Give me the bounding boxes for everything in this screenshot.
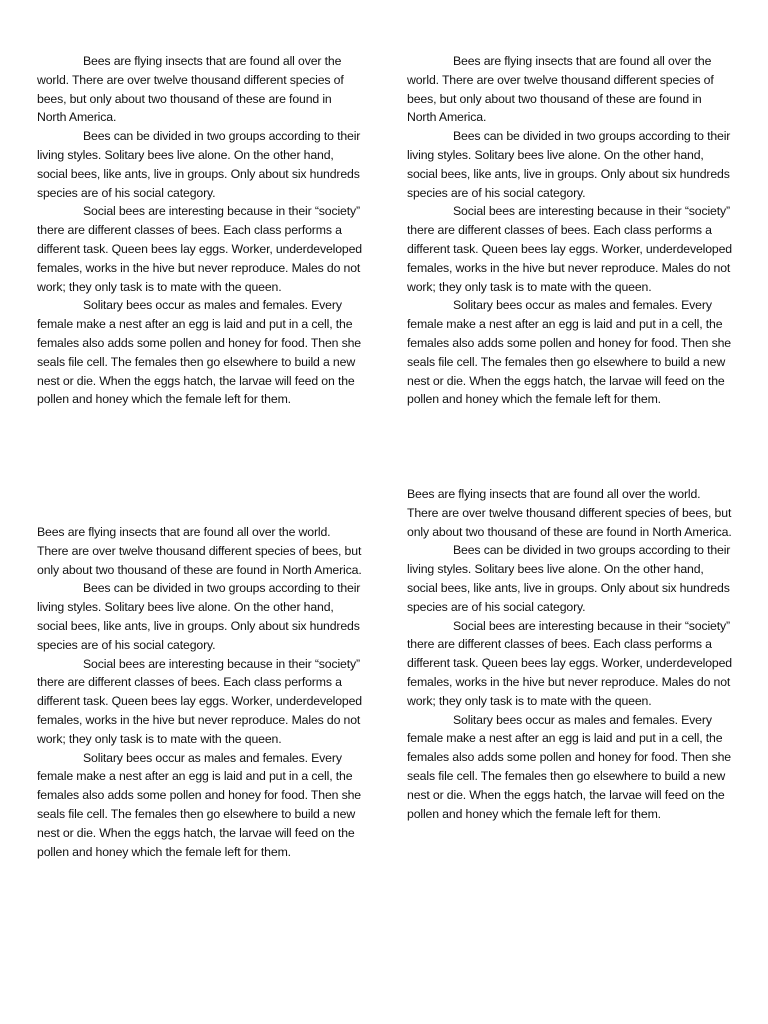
- paragraph-groups: Bees can be divided in two groups according to their living styles. Solitary bees live alone. On the other hand, social bees, like ants, live in groups. Only about six hundreds species are of his social category.: [37, 581, 361, 652]
- paragraph-solitary-bees: Solitary bees occur as males and females. Every female make a nest after an egg is laid and put in a cell, the females also adds some pollen and honey for food. Then she seals file cell. The females then go elsewhere to build a new nest or die. When the eggs hatch, the larvae will feed on the pollen and honey which the female left for them.: [37, 750, 361, 859]
- paragraph-intro: Bees are flying insects that are found all over the world. There are over twelve thousand different species of bees, but only about two thousand of these are found in North America.: [407, 487, 732, 539]
- paragraph-intro: Bees are flying insects that are found all over the world. There are over twelve thousand different species of bees, but only about two thousand of these are found in North America.: [37, 54, 344, 125]
- paragraph-solitary-bees: Solitary bees occur as males and females. Every female make a nest after an egg is laid and put in a cell, the females also adds some pollen and honey for food. Then she seals file cell. The females then go elsewhere to build a new nest or die. When the eggs hatch, the larvae will feed on the pollen and honey which the female left for them.: [407, 298, 731, 407]
- paragraph-social-bees: Social bees are interesting because in their “society” there are different classes of bees. Each class performs a different task. Queen bees lay eggs. Worker, underdeveloped females, works in the hive but never reproduce. Males do not work; they only task is to mate with the queen.: [37, 656, 362, 746]
- paragraph-groups: Bees can be divided in two groups according to their living styles. Solitary bees live alone. On the other hand, social bees, like ants, live in groups. Only about six hundreds species are of his social category.: [37, 129, 361, 200]
- paragraph-intro: Bees are flying insects that are found all over the world. There are over twelve thousand different species of bees, but only about two thousand of these are found in North America.: [37, 525, 362, 577]
- paragraph-intro: Bees are flying insects that are found all over the world. There are over twelve thousand different species of bees, but only about two thousand of these are found in North America.: [407, 54, 714, 125]
- paragraph-social-bees: Social bees are interesting because in their “society” there are different classes of bees. Each class performs a different task. Queen bees lay eggs. Worker, underdeveloped females, works in the hive but never reproduce. Males do not work; they only task is to mate with the queen.: [37, 204, 362, 294]
- paragraph-social-bees: Social bees are interesting because in their “society” there are different classes of bees. Each class performs a different task. Queen bees lay eggs. Worker, underdeveloped females, works in the hive but never reproduce. Males do not work; they only task is to mate with the queen.: [407, 204, 732, 294]
- paragraph-groups: Bees can be divided in two groups according to their living styles. Solitary bees live alone. On the other hand, social bees, like ants, live in groups. Only about six hundreds species are of his social category.: [407, 543, 731, 614]
- paragraph-solitary-bees: Solitary bees occur as males and females. Every female make a nest after an egg is laid and put in a cell, the females also adds some pollen and honey for food. Then she seals file cell. The females then go elsewhere to build a new nest or die. When the eggs hatch, the larvae will feed on the pollen and honey which the female left for them.: [407, 712, 731, 821]
- text-block-top-left: [37, 52, 363, 409]
- paragraph-solitary-bees: Solitary bees occur as males and females. Every female make a nest after an egg is laid and put in a cell, the females also adds some pollen and honey for food. Then she seals file cell. The females then go elsewhere to build a new nest or die. When the eggs hatch, the larvae will feed on the pollen and honey which the female left for them.: [37, 298, 361, 407]
- paragraph-groups: Bees can be divided in two groups according to their living styles. Solitary bees live alone. On the other hand, social bees, like ants, live in groups. Only about six hundreds species are of his social category.: [407, 129, 731, 200]
- paragraph-social-bees: Social bees are interesting because in their “society” there are different classes of bees. Each class performs a different task. Queen bees lay eggs. Worker, underdeveloped females, works in the hive but never reproduce. Males do not work; they only task is to mate with the queen.: [407, 618, 732, 708]
- text-block-bottom-right: [407, 485, 733, 823]
- text-block-bottom-left: [37, 523, 363, 861]
- text-block-top-right: [407, 52, 733, 409]
